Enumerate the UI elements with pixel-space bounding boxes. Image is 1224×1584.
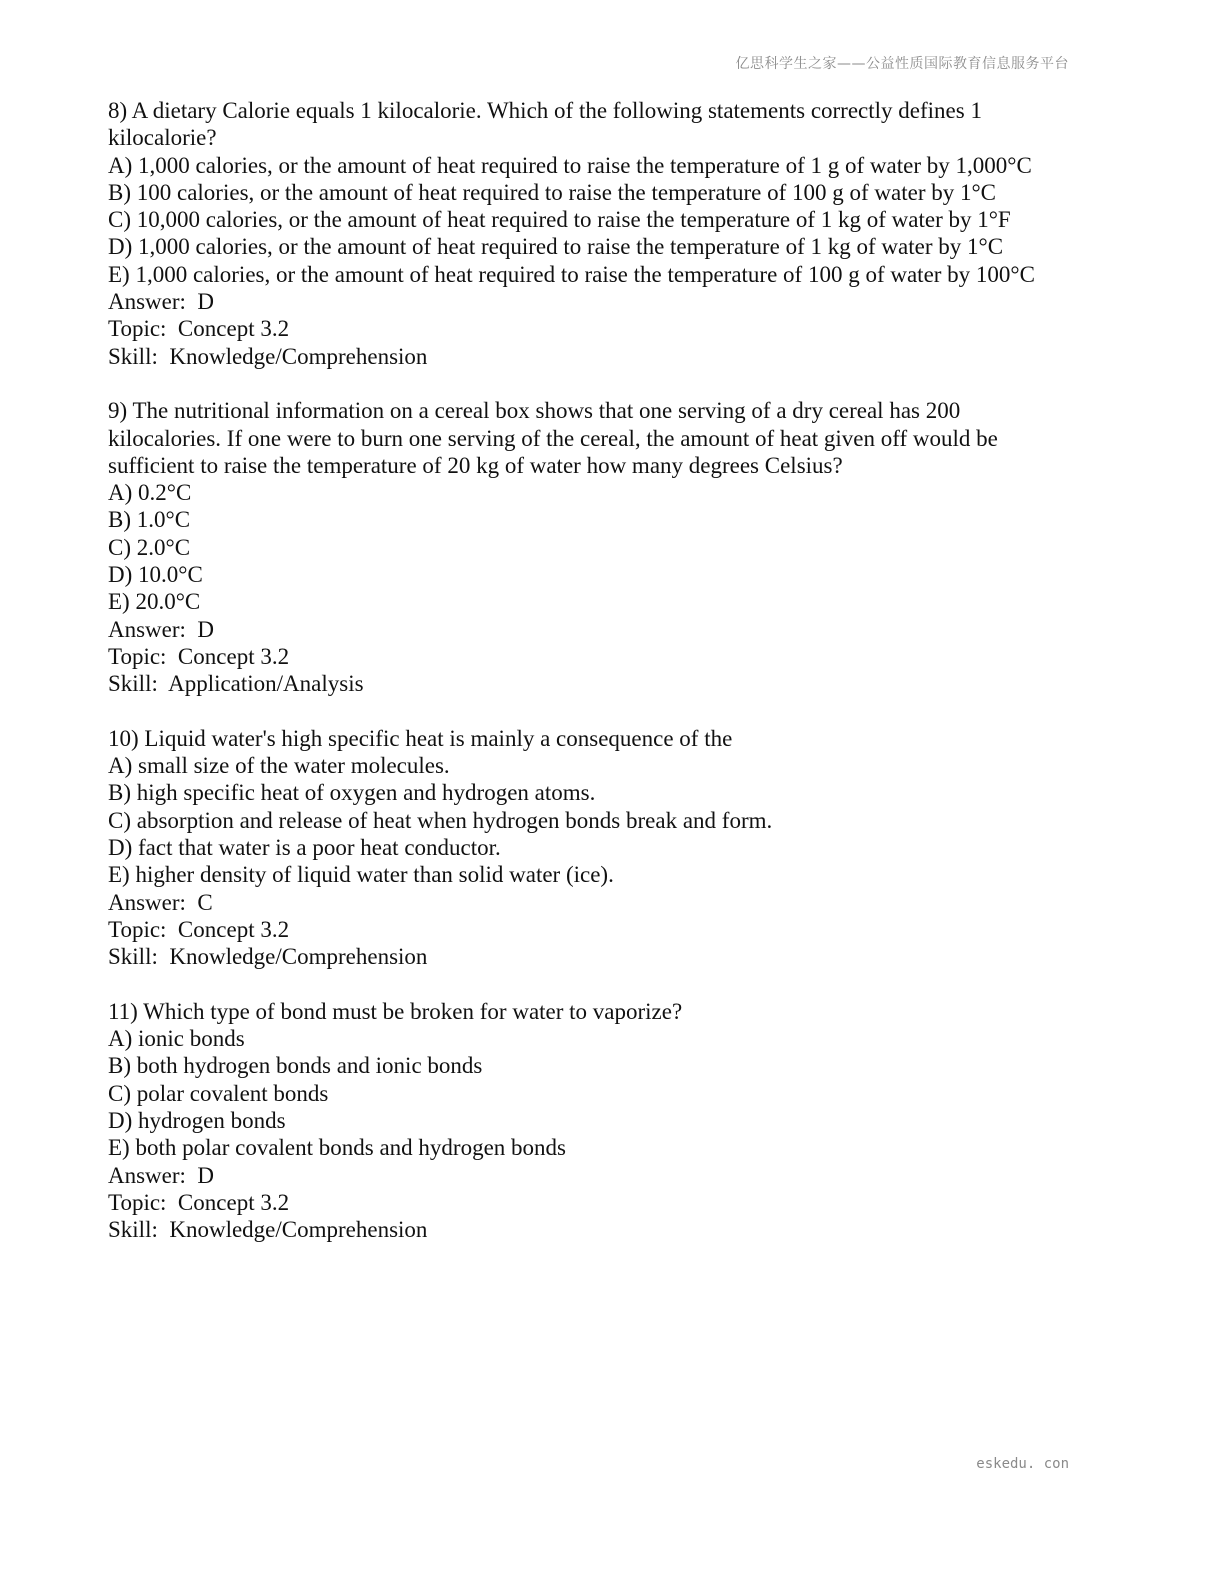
option-b: B) both hydrogen bonds and ionic bonds <box>108 1053 483 1079</box>
question-9 <box>108 397 1088 697</box>
question-stem: kilocalories. If one were to burn one serving of the cereal, the amount of heat given off would be <box>108 425 998 451</box>
option-d: D) 1,000 calories, or the amount of heat required to raise the temperature of 1 kg of water by 1°C <box>108 234 1004 260</box>
option-d: D) fact that water is a poor heat conductor. <box>108 835 501 861</box>
page-header: 亿思科学生之家——公益性质国际教育信息服务平台 <box>735 56 1069 72</box>
option-b: B) high specific heat of oxygen and hydrogen atoms. <box>108 780 596 806</box>
question-11 <box>108 998 1088 1244</box>
option-b: B) 100 calories, or the amount of heat required to raise the temperature of 100 g of water by 1°C <box>108 179 997 205</box>
question-stem: sufficient to raise the temperature of 20 kg of water how many degrees Celsius? <box>108 452 843 478</box>
option-c: C) absorption and release of heat when hydrogen bonds break and form. <box>108 807 773 833</box>
answer-line: Answer: D <box>108 616 215 642</box>
option-a: A) small size of the water molecules. <box>108 753 450 779</box>
topic-line: Topic: Concept 3.2 <box>108 916 290 942</box>
question-list <box>108 97 1088 1271</box>
option-d: D) hydrogen bonds <box>108 1107 286 1133</box>
skill-line: Skill: Knowledge/Comprehension <box>108 1217 428 1243</box>
question-stem: 10) Liquid water's high specific heat is mainly a consequence of the <box>108 725 733 751</box>
skill-line: Skill: Application/Analysis <box>108 671 364 697</box>
skill-line: Skill: Knowledge/Comprehension <box>108 944 428 970</box>
option-a: A) 0.2°C <box>108 480 192 506</box>
option-a: A) ionic bonds <box>108 1026 245 1052</box>
option-b: B) 1.0°C <box>108 507 191 533</box>
question-stem: 11) Which type of bond must be broken for water to vaporize? <box>108 998 683 1024</box>
option-e: E) 1,000 calories, or the amount of heat required to raise the temperature of 100 g of water by 100°C <box>108 261 1035 287</box>
answer-line: Answer: C <box>108 889 213 915</box>
answer-line: Answer: D <box>108 1162 215 1188</box>
skill-line: Skill: Knowledge/Comprehension <box>108 343 428 369</box>
page-footer: eskedu. con <box>976 1456 1069 1472</box>
option-e: E) higher density of liquid water than solid water (ice). <box>108 862 614 888</box>
option-e: E) both polar covalent bonds and hydrogen bonds <box>108 1135 566 1161</box>
question-stem: kilocalorie? <box>108 125 217 151</box>
question-8 <box>108 97 1088 370</box>
topic-line: Topic: Concept 3.2 <box>108 1189 290 1215</box>
option-e: E) 20.0°C <box>108 589 201 615</box>
option-a: A) 1,000 calories, or the amount of heat required to raise the temperature of 1 g of water by 1,000°C <box>108 152 1032 178</box>
option-c: C) polar covalent bonds <box>108 1080 329 1106</box>
question-stem: 9) The nutritional information on a cereal box shows that one serving of a dry cereal has 200 <box>108 398 961 424</box>
option-d: D) 10.0°C <box>108 562 203 588</box>
topic-line: Topic: Concept 3.2 <box>108 643 290 669</box>
option-c: C) 10,000 calories, or the amount of heat required to raise the temperature of 1 kg of water by 1°F <box>108 207 1011 233</box>
option-c: C) 2.0°C <box>108 534 191 560</box>
question-stem: 8) A dietary Calorie equals 1 kilocalorie. Which of the following statements correctly defines 1 <box>108 98 982 123</box>
topic-line: Topic: Concept 3.2 <box>108 316 290 342</box>
answer-line: Answer: D <box>108 289 215 315</box>
question-10 <box>108 725 1088 971</box>
